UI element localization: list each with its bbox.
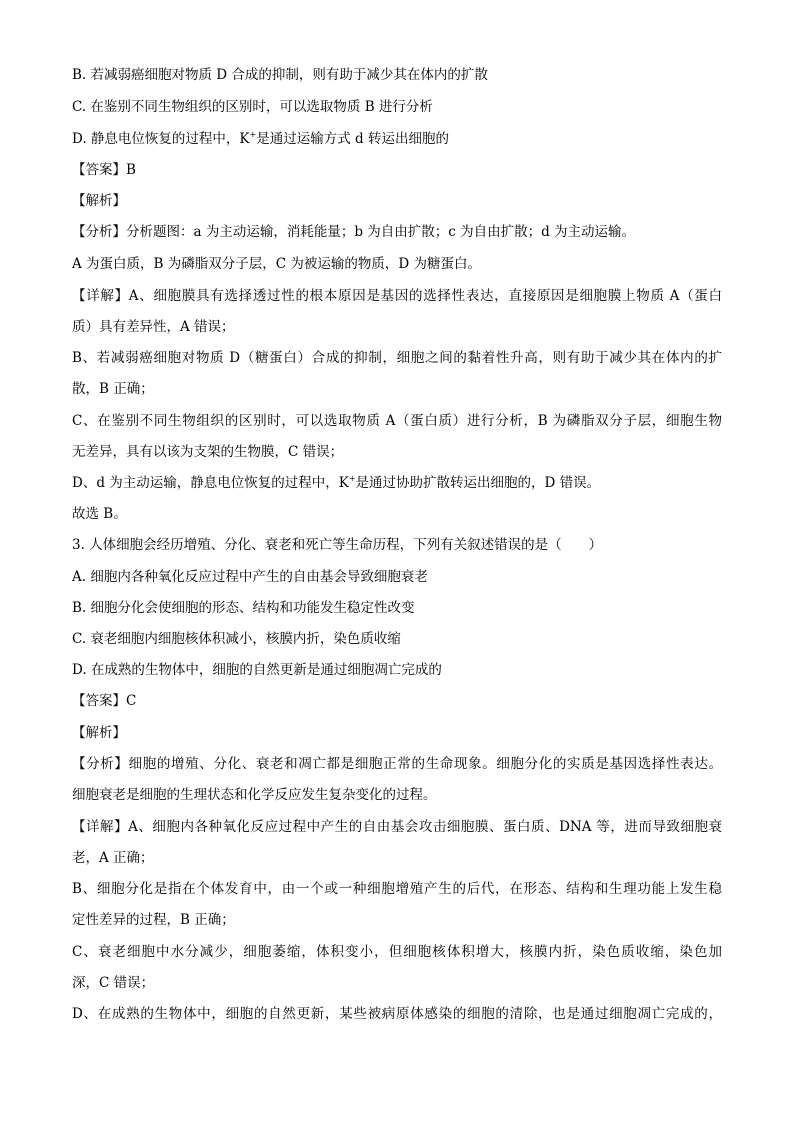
q2-xiangjie-b-line-1: B、若减弱癌细胞对物质 D（糖蛋白）合成的抑制，细胞之间的黏着性升高，则有助于减少其在体内的扩 [72, 350, 722, 366]
q3-xiangjie-b-line-2: 定性差异的过程，B 正确； [72, 912, 235, 928]
q2-option-d-text: D. 静息电位恢复的过程中，K [72, 131, 250, 147]
q2-xiangjie-d-superscript: + [348, 474, 356, 483]
q2-option-b: B. 若减弱癌细胞对物质 D 合成的抑制，则有助于减少其在体内的扩散 [72, 67, 488, 83]
q2-xiangjie-d [72, 474, 722, 492]
q2-xiangjie-c-line-1: C、在鉴别不同生物组织的区别时，可以选取物质 A（蛋白质）进行分析，B 为磷脂双分子层，细胞生物 [72, 413, 722, 429]
q3-option-a: A. 细胞内各种氧化反应过程中产生的自由基会导致细胞衰老 [72, 569, 428, 585]
q3-fenxi-line-1: 【分析】细胞的增殖、分化、衰老和凋亡都是细胞正常的生命现象。细胞分化的实质是基因选择性表达。 [72, 756, 722, 772]
q3-xiangjie-c-line-2: 深，C 错误； [72, 975, 155, 991]
q2-answer: 【答案】B [72, 162, 136, 178]
q2-xiangjie-a-line-1: 【详解】A、细胞膜具有选择透过性的根本原因是基因的选择性表达，直接原因是细胞膜上物质 A（蛋白 [72, 288, 722, 304]
q3-xiangjie-b-line-1: B、细胞分化是指在个体发育中，由一个或一种细胞增殖产生的后代，在形态、结构和生理功能上发生稳 [72, 881, 722, 897]
q2-xiangjie-d-text-end: 是通过协助扩散转运出细胞的，D 错误。 [355, 475, 601, 491]
q3-option-b: B. 细胞分化会使细胞的形态、结构和功能发生稳定性改变 [72, 600, 415, 616]
q2-xiangjie-c-line-2: 无差异，具有以该为支架的生物膜，C 错误； [72, 444, 344, 460]
q2-fenxi-line-2: A 为蛋白质，B 为磷脂双分子层，C 为被运输的物质，D 为糖蛋白。 [72, 256, 481, 272]
q3-xiangjie-a-line-1: 【详解】A、细胞内各种氧化反应过程中产生的自由基会攻击细胞膜、蛋白质、DNA 等，进而导致细胞衰 [72, 819, 722, 835]
q3-xiangjie-a-line-2: 老，A 正确； [72, 850, 154, 866]
q2-option-d [72, 130, 722, 148]
q3-answer: 【答案】C [72, 693, 137, 709]
q3-xiangjie-d-line-1: D、在成熟的生物体中，细胞的自然更新，某些被病原体感染的细胞的清除，也是通过细胞凋亡完成的， [72, 1006, 722, 1022]
q2-fenxi-line-1: 【分析】分析题图：a 为主动运输，消耗能量；b 为自由扩散；c 为自由扩散；d 为主动运输。 [72, 224, 636, 240]
q2-option-c: C. 在鉴别不同生物组织的区别时，可以选取物质 B 进行分析 [72, 99, 433, 115]
q3-fenxi-line-2: 细胞衰老是细胞的生理状态和化学反应发生复杂变化的过程。 [72, 787, 437, 803]
q2-xiangjie-a-line-2: 质）具有差异性，A 错误； [72, 319, 235, 335]
q3-stem: 3. 人体细胞会经历增殖、分化、衰老和死亡等生命历程，下列有关叙述错误的是（ ） [72, 537, 603, 553]
q2-analysis-heading: 【解析】 [72, 193, 126, 209]
q3-option-c: C. 衰老细胞内细胞核体积减小，核膜内折，染色质收缩 [72, 631, 401, 647]
q2-xiangjie-b-line-2: 散，B 正确； [72, 381, 154, 397]
q3-option-d: D. 在成熟的生物体中，细胞的自然更新是通过细胞凋亡完成的 [72, 662, 442, 678]
q2-option-d-text-end: 是通过运输方式 d 转运出细胞的 [256, 131, 449, 147]
q2-option-d-superscript: + [249, 130, 257, 139]
q3-xiangjie-c-line-1: C、衰老细胞中水分减少，细胞萎缩，体积变小，但细胞核体积增大，核膜内折，染色质收缩，染色加 [72, 944, 722, 960]
q2-xiangjie-d-text: D、d 为主动运输，静息电位恢复的过程中，K [72, 475, 349, 491]
q2-conclusion: 故选 B。 [72, 506, 127, 522]
q3-analysis-heading: 【解析】 [72, 725, 126, 741]
